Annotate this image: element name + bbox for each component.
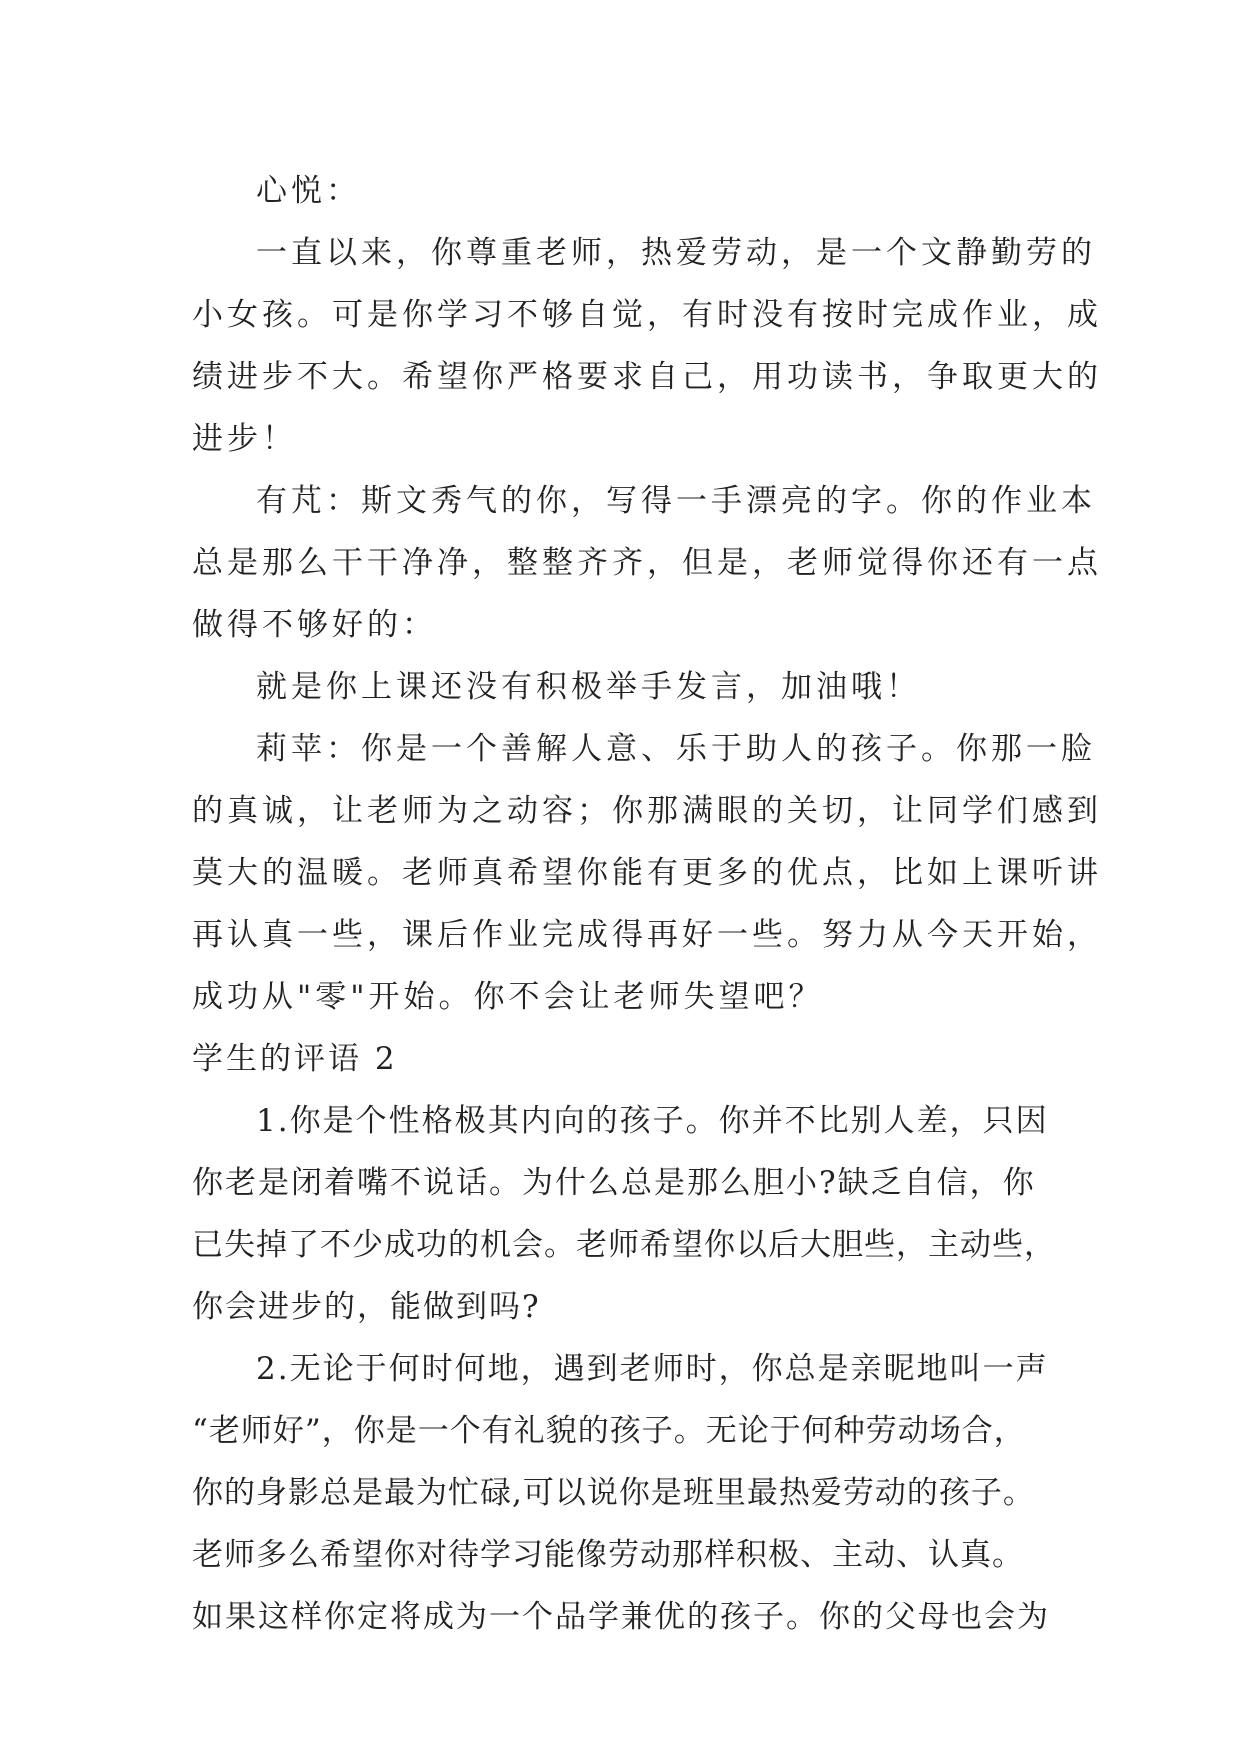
section-1 [192,160,1102,1028]
section-2 [192,1090,1056,1648]
paragraph-line: 进步！ [192,421,297,457]
paragraph-line: 总是那么干干净净，整整齐齐，但是，老师觉得你还有一点 [192,545,1102,581]
paragraph-line: 绩进步不大。希望你严格要求自己，用功读书，争取更大的 [192,359,1102,395]
paragraph-line: 你老是闭着嘴不说话。为什么总是那么胆小?缺乏自信，你 [192,1165,1036,1201]
paragraph-line: 如果这样你定将成为一个品学兼优的孩子。你的父母也会为 [192,1599,1050,1635]
paragraph-line: 2.无论于何时何地，遇到老师时，你总是亲昵地叫一声 [256,1351,1049,1387]
paragraph-line: 老师多么希望你对待学习能像劳动那样积极、主动、认真。 [192,1537,1024,1573]
paragraph-line: 莉苹：你是一个善解人意、乐于助人的孩子。你那一脸 [256,731,1096,767]
paragraph-line: 心悦： [256,173,361,209]
paragraph-line: “老师好”，你是一个有礼貌的孩子。无论于何种劳动场合， [192,1413,1026,1449]
document-page [192,160,1102,1648]
paragraph-line: 就是你上课还没有积极举手发言，加油哦！ [256,669,921,705]
paragraph-line: 做得不够好的： [192,607,437,643]
section-heading: 学生的评语 2 [192,1041,398,1077]
paragraph-line: 你会进步的，能做到吗? [192,1289,541,1325]
paragraph-line: 一直以来，你尊重老师，热爱劳动，是一个文静勤劳的 [256,235,1096,271]
paragraph-line: 莫大的温暖。老师真希望你能有更多的优点，比如上课听讲 [192,855,1102,891]
paragraph-line: 你的身影总是最为忙碌,可以说你是班里最热爱劳动的孩子。 [192,1475,1035,1511]
paragraph-line: 有芃：斯文秀气的你，写得一手漂亮的字。你的作业本 [256,483,1096,519]
paragraph-line: 成功从"零"开始。你不会让老师失望吧？ [192,979,824,1015]
paragraph-line: 的真诚，让老师为之动容；你那满眼的关切，让同学们感到 [192,793,1102,829]
paragraph-line: 已失掉了不少成功的机会。老师希望你以后大胆些，主动些， [192,1227,1056,1263]
paragraph-line: 1.你是个性格极其内向的孩子。你并不比别人差，只因 [256,1103,1049,1139]
paragraph-line: 再认真一些，课后作业完成得再好一些。努力从今天开始， [192,917,1102,953]
paragraph-line: 小女孩。可是你学习不够自觉，有时没有按时完成作业，成 [192,297,1102,333]
